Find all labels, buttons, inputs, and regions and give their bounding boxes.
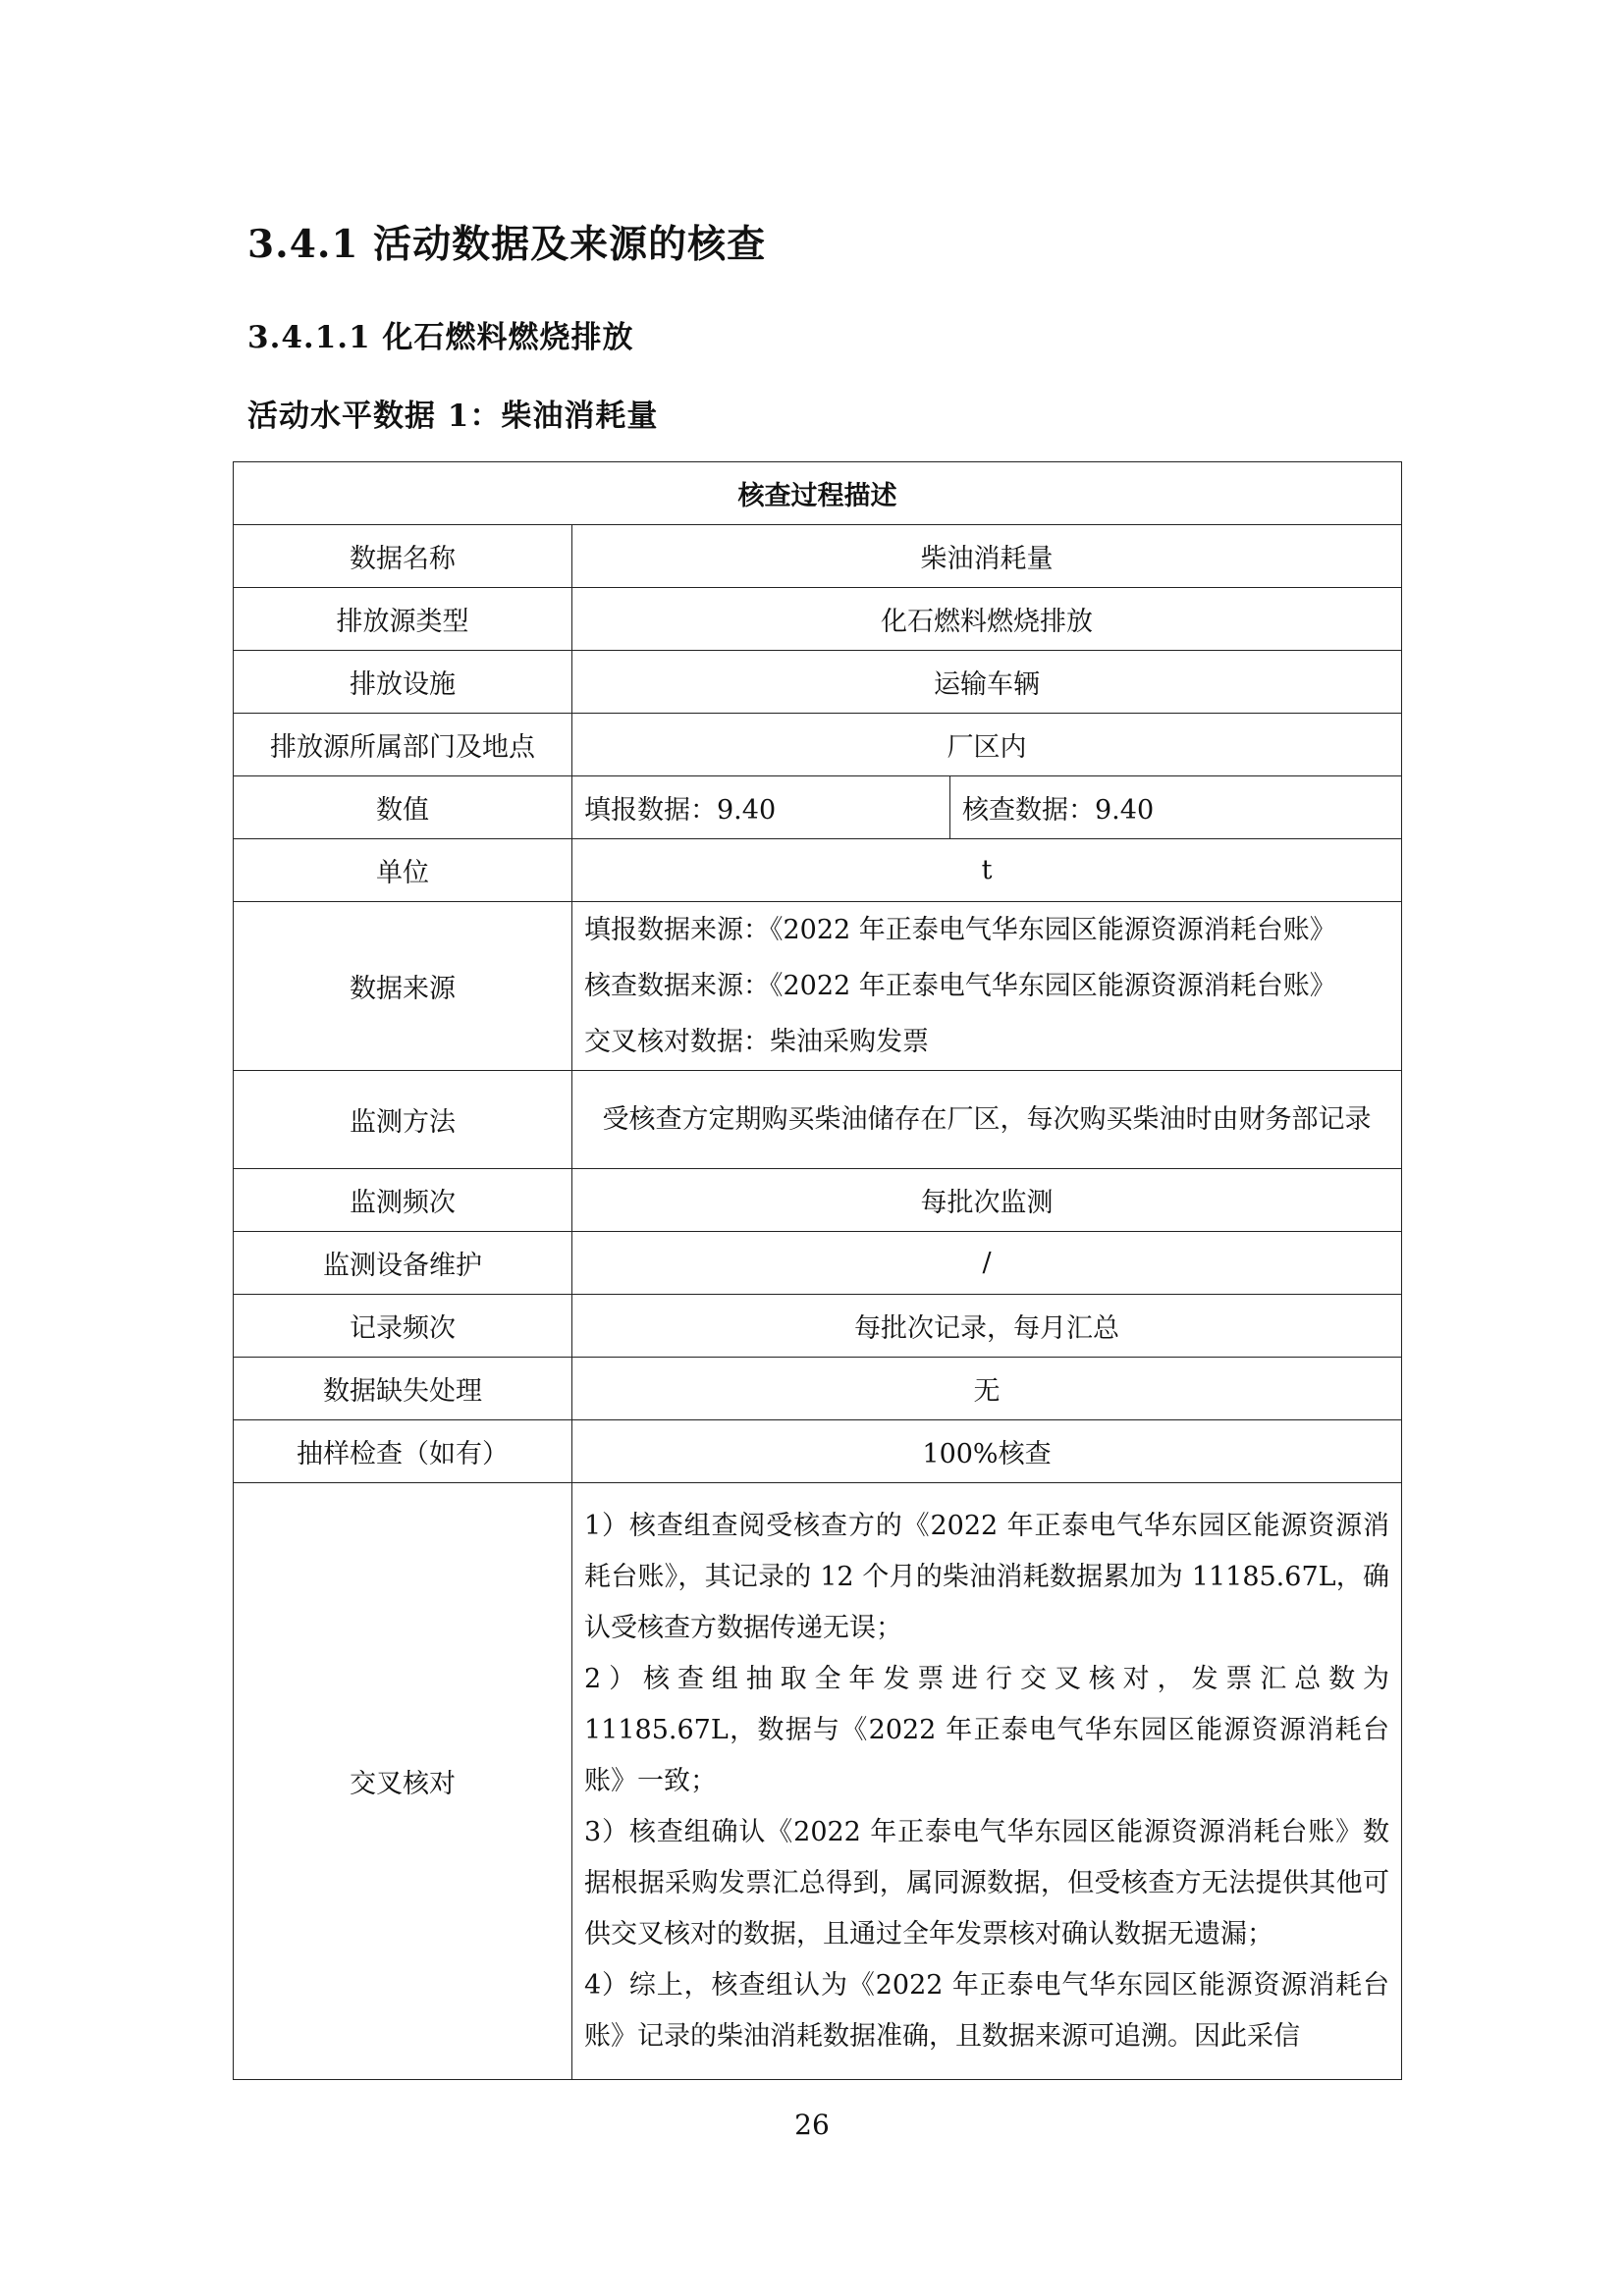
row-label: 排放设施	[234, 651, 572, 714]
cross-check-paragraph: 1）核查组查阅受核查方的《2022 年正泰电气华东园区能源资源消耗台账》，其记录的 12 个月的柴油消耗数据累加为 11185.67L，确认受核查方数据传递无误；	[584, 1510, 1389, 1643]
table-row	[234, 714, 1402, 776]
row-value: 运输车辆	[572, 651, 1402, 714]
row-label: 监测设备维护	[234, 1232, 572, 1295]
table-row	[234, 1169, 1402, 1232]
data-source-line: 填报数据来源：《2022 年正泰电气华东园区能源资源消耗台账》	[584, 915, 1336, 945]
row-label: 监测方法	[234, 1071, 572, 1169]
cross-check-paragraph: 3）核查组确认《2022 年正泰电气华东园区能源资源消耗台账》数据根据采购发票汇总得到，属同源数据，但受核查方无法提供其他可供交叉核对的数据，且通过全年发票核对确认数据无遗漏；	[584, 1816, 1389, 1949]
table-row	[234, 1071, 1402, 1169]
verified-value: 核查数据：9.40	[950, 776, 1402, 839]
row-label: 排放源类型	[234, 588, 572, 651]
row-value	[572, 1071, 1402, 1169]
row-label: 抽样检查（如有）	[234, 1420, 572, 1483]
table-row	[234, 588, 1402, 651]
table-header-row	[234, 462, 1402, 525]
table-row	[234, 1232, 1402, 1295]
table-row	[234, 1483, 1402, 2080]
row-value: 100%核查	[572, 1420, 1402, 1483]
table-row	[234, 525, 1402, 588]
table-row	[234, 839, 1402, 902]
table-row	[234, 902, 1402, 1071]
data-source-line: 核查数据来源：《2022 年正泰电气华东园区能源资源消耗台账》	[584, 971, 1336, 1001]
row-label: 数据来源	[234, 902, 572, 1071]
section-heading: 3.4.1 活动数据及来源的核查	[247, 222, 767, 267]
row-value: 化石燃料燃烧排放	[572, 588, 1402, 651]
reported-value: 填报数据：9.40	[572, 776, 950, 839]
row-value: /	[572, 1232, 1402, 1295]
activity-data-heading: 活动水平数据 1：柴油消耗量	[247, 399, 659, 434]
row-value: 每批次监测	[572, 1169, 1402, 1232]
cross-check-paragraph: 2）核查组抽取全年发票进行交叉核对，发票汇总数为 11185.67L，数据与《2022 年正泰电气华东园区能源资源消耗台账》一致；	[584, 1663, 1389, 1796]
row-value: t	[572, 839, 1402, 902]
row-value: 厂区内	[572, 714, 1402, 776]
row-label: 数据缺失处理	[234, 1358, 572, 1420]
table-header: 核查过程描述	[234, 462, 1402, 525]
data-source-line: 交叉核对数据：柴油采购发票	[584, 1027, 929, 1057]
row-label: 排放源所属部门及地点	[234, 714, 572, 776]
row-value: 无	[572, 1358, 1402, 1420]
monitor-method-text: 受核查方定期购买柴油储存在厂区，每次购买柴油时由财务部记录	[602, 1103, 1372, 1135]
row-value: 柴油消耗量	[572, 525, 1402, 588]
verification-table	[233, 461, 1402, 2080]
table-row	[234, 776, 1402, 839]
row-value: 每批次记录，每月汇总	[572, 1295, 1402, 1358]
table-row	[234, 1420, 1402, 1483]
subsection-heading: 3.4.1.1 化石燃料燃烧排放	[247, 320, 634, 355]
table-row	[234, 651, 1402, 714]
row-value	[572, 1483, 1402, 2080]
row-value	[572, 902, 1402, 1071]
row-label: 单位	[234, 839, 572, 902]
row-label: 记录频次	[234, 1295, 572, 1358]
row-label: 数据名称	[234, 525, 572, 588]
row-label: 交叉核对	[234, 1483, 572, 2080]
row-label: 监测频次	[234, 1169, 572, 1232]
table-row	[234, 1295, 1402, 1358]
table-row	[234, 1358, 1402, 1420]
row-label: 数值	[234, 776, 572, 839]
cross-check-paragraph: 4）综上，核查组认为《2022 年正泰电气华东园区能源资源消耗台账》记录的柴油消耗数据准确，且数据来源可追溯。因此采信	[584, 1969, 1389, 2052]
page-number: 26	[794, 2109, 830, 2141]
